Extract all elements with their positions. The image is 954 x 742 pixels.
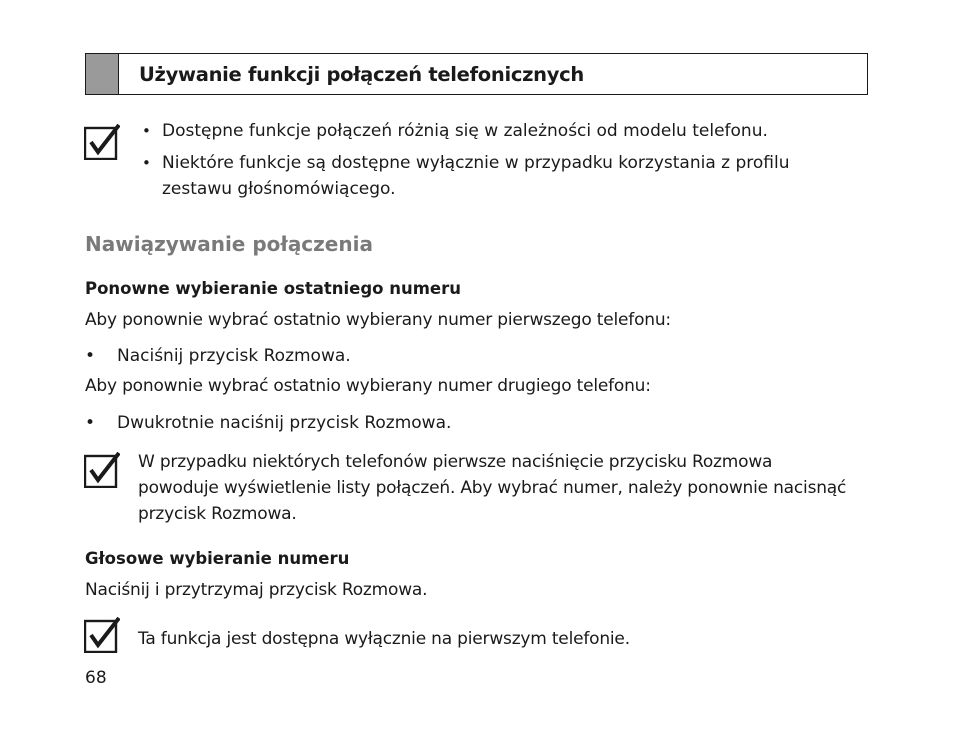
- note-1-list: [140, 118, 860, 202]
- redial-second-list: [85, 410, 451, 436]
- redial-second-intro: Aby ponownie wybrać ostatnio wybierany numer drugiego telefonu:: [85, 376, 651, 396]
- note-3-text: Ta funkcja jest dostępna wyłącznie na pierwszym telefonie.: [138, 629, 630, 649]
- redial-second-step: • Dwukrotnie naciśnij przycisk Rozmowa.: [85, 410, 451, 436]
- redial-first-intro: Aby ponownie wybrać ostatnio wybierany numer pierwszego telefonu:: [85, 310, 671, 330]
- voice-dial-title: Głosowe wybieranie numeru: [85, 549, 350, 568]
- redial-first-step: • Naciśnij przycisk Rozmowa.: [85, 343, 351, 369]
- checkmark-note-icon: [84, 617, 120, 653]
- section-title: Używanie funkcji połączeń telefonicznych: [139, 63, 584, 86]
- page-number: 68: [85, 668, 107, 688]
- checkmark-note-icon: [84, 452, 120, 488]
- note-2-text: W przypadku niektórych telefonów pierwsze naciśnięcie przycisku Rozmowa powoduje wyświetlenie listy połączeń. Aby wybrać numer, należy ponownie nacisnąć przycisk Rozmowa.: [138, 452, 847, 524]
- note-1-item: • Niektóre funkcje są dostępne wyłącznie w przypadku korzystania z profilu zestawu głośnomówiącego.: [140, 150, 860, 202]
- redial-first-list: [85, 343, 351, 369]
- section-header: [85, 53, 868, 95]
- section-header-tab: [86, 54, 119, 94]
- voice-dial-text: Naciśnij i przytrzymaj przycisk Rozmowa.: [85, 580, 428, 600]
- checkmark-note-icon: [84, 124, 120, 160]
- redial-title: Ponowne wybieranie ostatniego numeru: [85, 279, 462, 298]
- note-1-item: • Dostępne funkcje połączeń różnią się w zależności od modelu telefonu.: [140, 118, 860, 144]
- section-heading: Nawiązywanie połączenia: [85, 232, 373, 256]
